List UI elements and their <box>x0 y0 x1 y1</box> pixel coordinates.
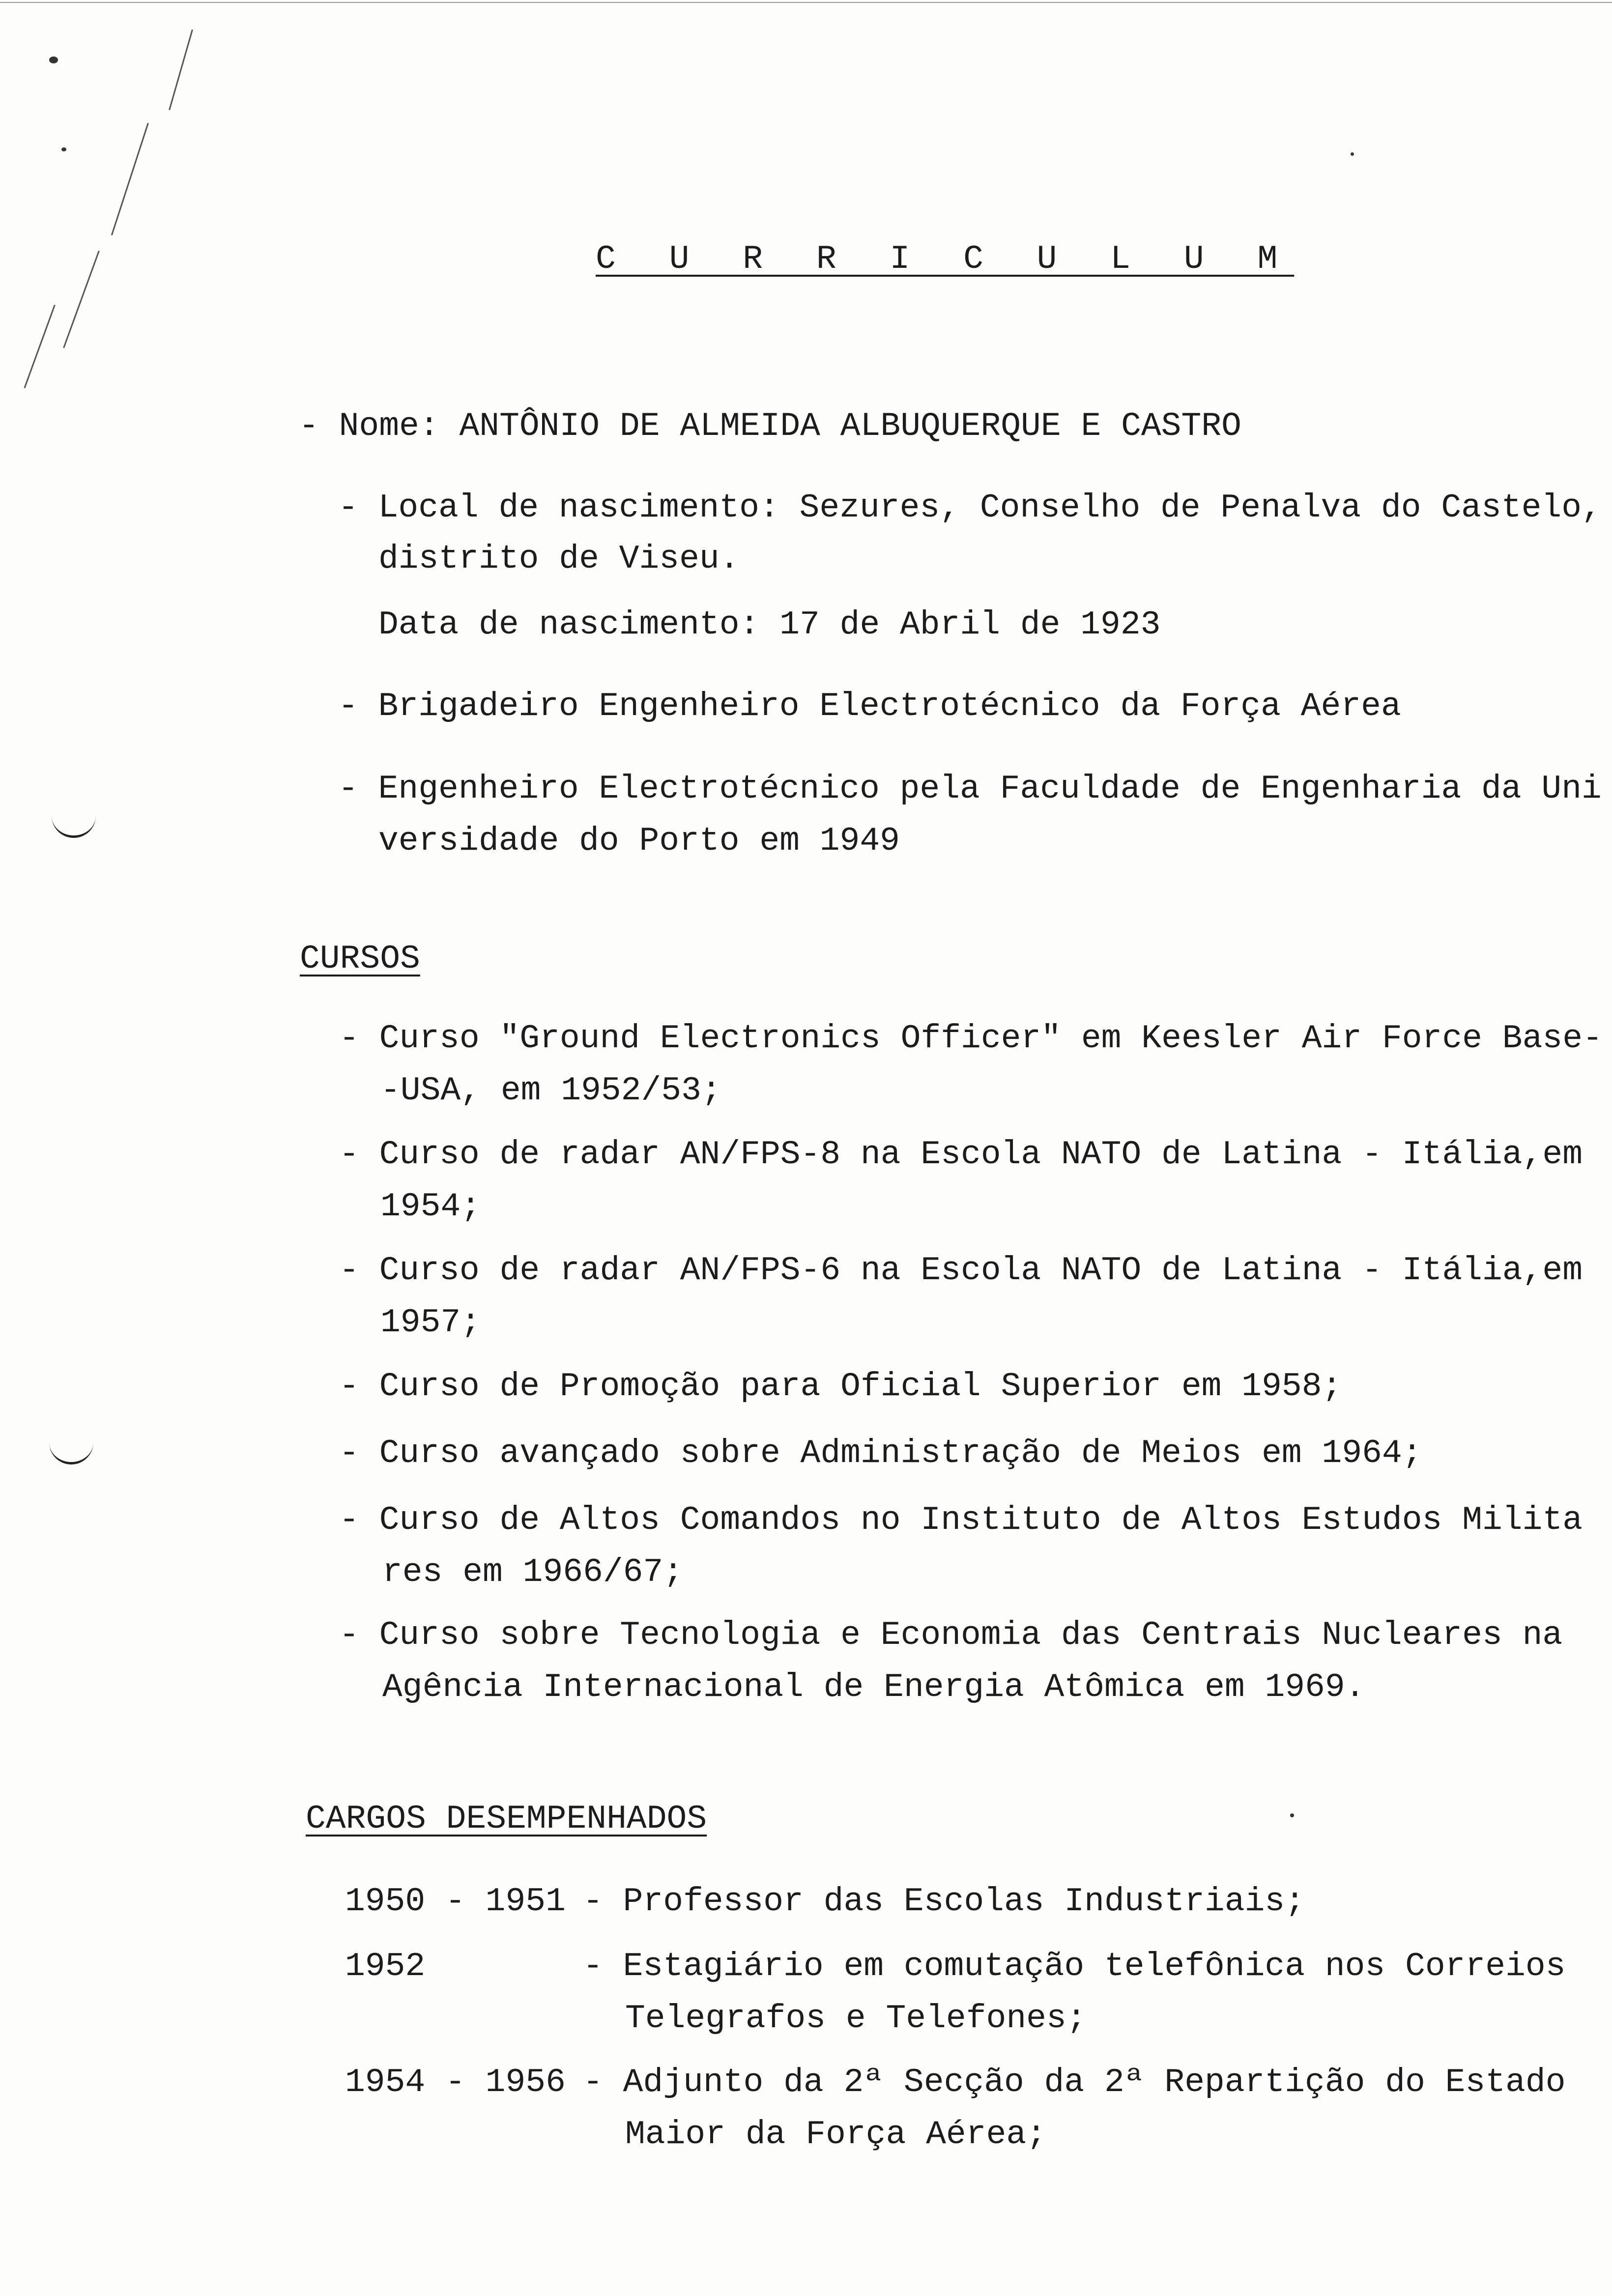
position-years: 1954 - 1956 <box>345 2064 566 2101</box>
scan-mark <box>63 251 100 348</box>
course-item: - Curso avançado sobre Administração de Meios em 1964; <box>339 1435 1422 1472</box>
degree-line-cont: versidade do Porto em 1949 <box>378 822 900 860</box>
positions-heading: CARGOS DESEMPENHADOS <box>306 1800 707 1838</box>
birthdate-line: Data de nascimento: 17 de Abril de 1923 <box>378 606 1161 644</box>
punch-hole-mark <box>49 1442 93 1464</box>
scan-speck <box>1351 152 1354 156</box>
scan-speck <box>49 57 58 63</box>
scan-mark <box>169 29 193 110</box>
scan-speck <box>61 147 66 151</box>
course-item: - Curso de radar AN/FPS-6 na Escola NATO de Latina - Itália,em <box>339 1252 1583 1290</box>
name-line: - Nome: ANTÔNIO DE ALMEIDA ALBUQUERQUE E CASTRO <box>299 407 1241 445</box>
degree-line: - Engenheiro Electrotécnico pela Faculdade de Engenharia da Uni <box>338 770 1602 808</box>
rank-line: - Brigadeiro Engenheiro Electrotécnico da Força Aérea <box>338 688 1401 725</box>
position-item: - Professor das Escolas Industriais; <box>583 1883 1305 1921</box>
course-item-cont: 1957; <box>380 1304 481 1342</box>
punch-hole-mark <box>52 816 96 838</box>
course-item-cont: 1954; <box>380 1188 481 1226</box>
position-item-cont: Maior da Força Aérea; <box>625 2116 1046 2153</box>
course-item: - Curso de Promoção para Oficial Superior em 1958; <box>339 1368 1342 1406</box>
scan-mark <box>111 123 149 235</box>
scan-speck <box>1290 1813 1294 1817</box>
position-years: 1950 - 1951 <box>345 1883 566 1921</box>
birthplace-line: - Local de nascimento: Sezures, Conselho de Penalva do Castelo, <box>338 489 1602 527</box>
position-years: 1952 <box>345 1948 426 1985</box>
page-title: C U R R I C U L U M <box>596 240 1295 278</box>
course-item-cont: -USA, em 1952/53; <box>380 1072 721 1110</box>
course-item: - Curso sobre Tecnologia e Economia das Centrais Nucleares na <box>339 1616 1563 1654</box>
course-item: - Curso de Altos Comandos no Instituto de Altos Estudos Milita <box>339 1501 1583 1539</box>
page-top-edge <box>0 2 1612 3</box>
course-item-cont: res em 1966/67; <box>382 1553 684 1591</box>
course-item: - Curso de radar AN/FPS-8 na Escola NATO de Latina - Itália,em <box>339 1136 1583 1174</box>
position-item-cont: Telegrafos e Telefones; <box>625 2000 1087 2038</box>
course-item-cont: Agência Internacional de Energia Atômica em 1969. <box>382 1668 1365 1706</box>
scan-mark <box>24 305 55 388</box>
courses-heading: CURSOS <box>300 940 420 978</box>
position-item: - Adjunto da 2ª Secção da 2ª Repartição do Estado <box>583 2064 1566 2101</box>
birthplace-line-cont: distrito de Viseu. <box>378 540 740 578</box>
position-item: - Estagiário em comutação telefônica nos Correios <box>583 1948 1566 1985</box>
course-item: - Curso "Ground Electronics Officer" em Keesler Air Force Base- <box>339 1020 1603 1058</box>
